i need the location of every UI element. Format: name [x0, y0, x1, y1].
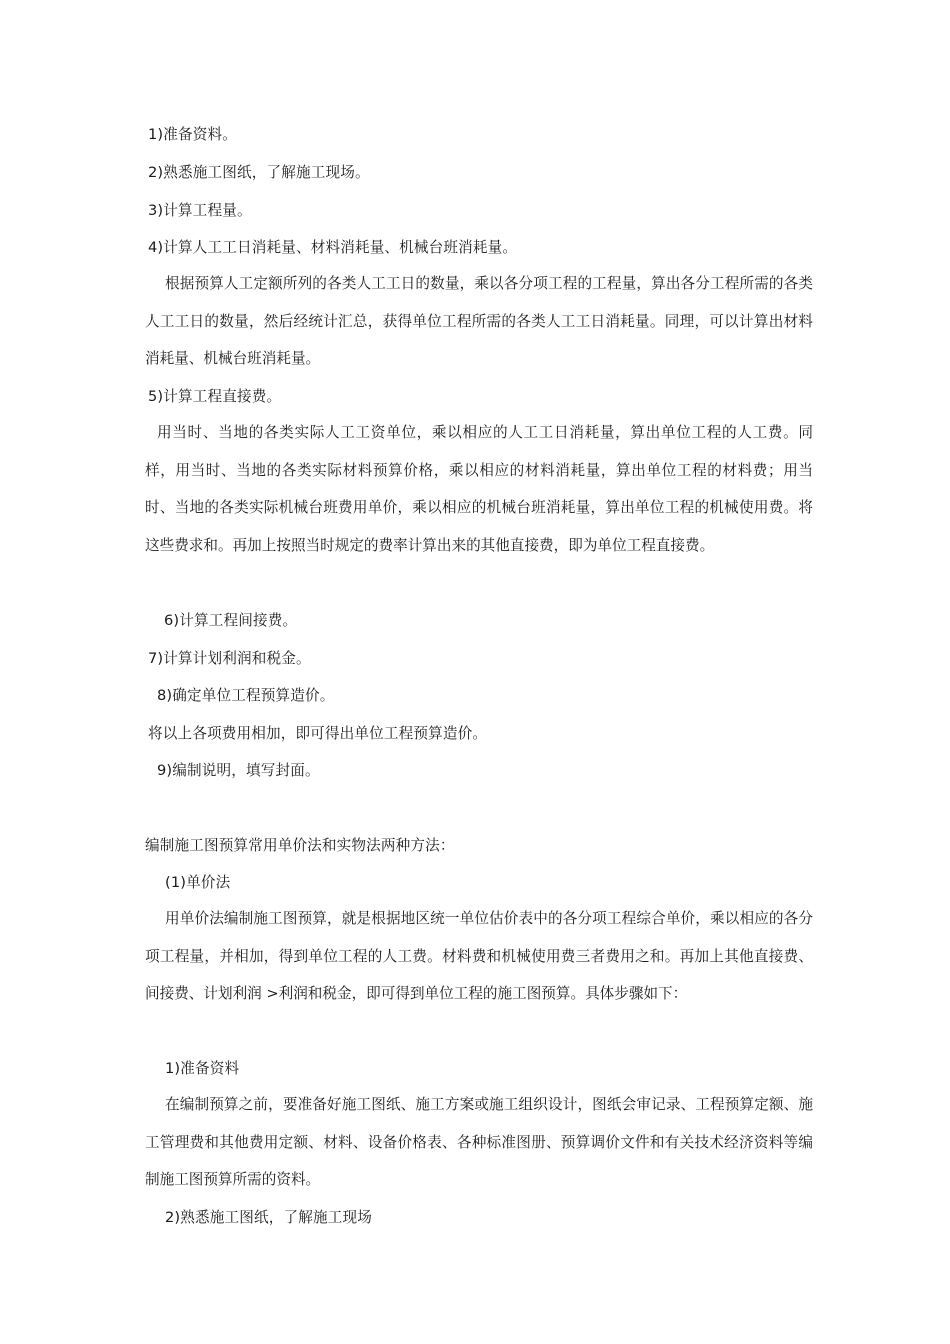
step-6: 6)计算工程间接费。 — [164, 612, 298, 629]
step-9: 9)编制说明，填写封面。 — [157, 762, 320, 779]
step-1: 1)准备资料。 — [148, 126, 237, 143]
step-7: 7)计算计划利润和税金。 — [148, 650, 311, 667]
methods-intro: 编制施工图预算常用单价法和实物法两种方法： — [145, 837, 455, 854]
sub-step-1-description: 在编制预算之前，要准备好施工图纸、施工方案或施工组织设计，图纸会审记录、工程预算定额、施工管理费和其他费用定额、材料、设备价格表、各种标准图册、预算调价文件和有关技术经济资料等编制施工图预算所需的资料。 — [145, 1096, 813, 1189]
method-1-description: 用单价法编制施工图预算，就是根据地区统一单位估价表中的各分项工程综合单价，乘以相应的各分项工程量，并相加，得到单位工程的人工费。材料费和机械使用费三者费用之和。再加上其他直接费、间接费、计划利润 >利润和税金，即可得到单位工程的施工图预算。具体步骤如下： — [145, 910, 813, 1003]
sub-step-2-title: 2)熟悉施工图纸，了解施工现场 — [165, 1209, 372, 1226]
step-5-description: 用当时、当地的各类实际人工工资单位，乘以相应的人工工日消耗量，算出单位工程的人工费。同样，用当时、当地的各类实际材料预算价格，乘以相应的材料消耗量，算出单位工程的材料费；用当时、当地的各类实际机械台班费用单价，乘以相应的机械台班消耗量，算出单位工程的机械使用费。将这些费求和。再加上按照当时规定的费率计算出来的其他直接费，即为单位工程直接费。 — [145, 424, 813, 554]
step-4-description: 根据预算人工定额所列的各类人工工日的数量，乘以各分项工程的工程量，算出各分工程所需的各类人工工日的数量，然后经统计汇总，获得单位工程所需的各类人工工日消耗量。同理，可以计算出材料消耗量、机械台班消耗量。 — [145, 275, 813, 368]
step-5: 5)计算工程直接费。 — [148, 388, 282, 405]
method-1-title: (1)单价法 — [165, 874, 231, 891]
step-8-description: 将以上各项费用相加，即可得出单位工程预算造价。 — [148, 725, 488, 742]
step-2: 2)熟悉施工图纸，了解施工现场。 — [148, 164, 370, 181]
step-8: 8)确定单位工程预算造价。 — [157, 687, 335, 704]
step-3: 3)计算工程量。 — [148, 202, 252, 219]
sub-step-1-title: 1)准备资料 — [165, 1060, 240, 1077]
step-4: 4)计算人工工日消耗量、材料消耗量、机械台班消耗量。 — [148, 239, 518, 256]
